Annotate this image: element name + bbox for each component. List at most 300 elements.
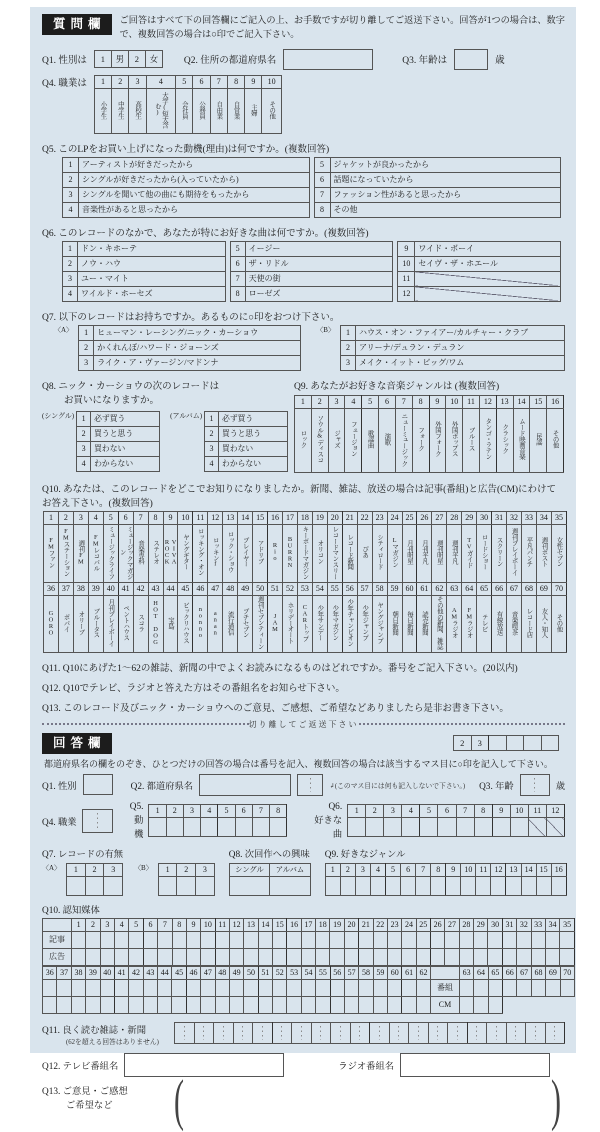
- answer-cell[interactable]: [143, 996, 157, 1013]
- answer-cell[interactable]: [545, 948, 559, 965]
- answer-q12-radio-label: ラジオ番組名: [338, 1061, 395, 1072]
- q7-record-cell: ライク・ア・ヴァージン/マドンナ: [94, 355, 301, 370]
- media-label-cell: Rio: [268, 524, 283, 582]
- answer-cell[interactable]: [301, 979, 315, 996]
- answer-cell[interactable]: [201, 818, 218, 837]
- answer-cell[interactable]: [218, 818, 235, 837]
- answer-cell[interactable]: [373, 948, 387, 965]
- media-number-cell: 37: [58, 582, 73, 595]
- answer-cell[interactable]: [344, 996, 358, 1013]
- media-number-cell: 5: [103, 511, 118, 524]
- answer-cell[interactable]: [474, 996, 488, 1013]
- answer-cell[interactable]: [229, 996, 243, 1013]
- q5-right-table: [314, 157, 562, 218]
- answer-q6-label: Q6. 好きな曲: [314, 801, 343, 840]
- answer-cell[interactable]: [459, 948, 473, 965]
- answer-cell[interactable]: [359, 996, 373, 1013]
- answer-cell[interactable]: [325, 876, 340, 895]
- answer-cell[interactable]: [172, 931, 186, 948]
- answer-media-number-cell: 63: [459, 966, 473, 979]
- answer-cell[interactable]: [272, 1022, 292, 1043]
- answer-cell[interactable]: [420, 818, 438, 837]
- answer-q12-radio-box[interactable]: [400, 1053, 550, 1077]
- answer-cell[interactable]: [301, 948, 315, 965]
- answer-cell[interactable]: [316, 948, 330, 965]
- answer-cell[interactable]: [273, 948, 287, 965]
- answer-cell[interactable]: [384, 818, 402, 837]
- answer-number-cell: 15: [536, 863, 551, 876]
- answer-cell[interactable]: [502, 931, 516, 948]
- answer-cell[interactable]: [186, 948, 200, 965]
- answer-cell[interactable]: [316, 931, 330, 948]
- answer-cell[interactable]: [430, 931, 444, 948]
- answer-cell[interactable]: [215, 948, 229, 965]
- q9-title: Q9. あなたがお好きな音楽ジャンルは (複数回答): [294, 381, 500, 392]
- answer-media-number-cell: 21: [359, 918, 373, 931]
- answer-cell[interactable]: [416, 931, 430, 948]
- answer-cell[interactable]: [292, 1022, 312, 1043]
- q5-option-cell: 話題になっていたから: [330, 172, 561, 187]
- answer-cell[interactable]: [355, 876, 370, 895]
- genre-label-cell: ブルース: [463, 408, 480, 472]
- q1-label: Q1. 性別は: [42, 56, 87, 67]
- answer-cell[interactable]: [172, 996, 186, 1013]
- answer-cell[interactable]: [72, 931, 86, 948]
- answer-cell[interactable]: [389, 1022, 409, 1043]
- answer-q3-box[interactable]: [520, 774, 550, 796]
- answer-cell[interactable]: [244, 948, 258, 965]
- answer-cell[interactable]: [545, 931, 559, 948]
- answer-cell[interactable]: [252, 818, 269, 837]
- answer-cell[interactable]: [201, 979, 215, 996]
- answer-cell[interactable]: [86, 996, 100, 1013]
- media-label-cell: 週刊明星: [432, 524, 447, 582]
- answer-cell[interactable]: [229, 931, 243, 948]
- media-number-cell: 13: [223, 511, 238, 524]
- answer-cell[interactable]: [72, 948, 86, 965]
- answer-cell[interactable]: [57, 996, 71, 1013]
- answer-cell[interactable]: [560, 948, 575, 965]
- media-label-cell: FMファン: [44, 524, 59, 582]
- answer-cell[interactable]: [149, 818, 166, 837]
- media-label-cell: アドリブ: [253, 524, 268, 582]
- answer-cell[interactable]: [229, 876, 270, 895]
- answer-cell[interactable]: [348, 818, 366, 837]
- answer-cell[interactable]: [474, 931, 488, 948]
- answer-cell[interactable]: [373, 996, 387, 1013]
- answer-q12-tv-box[interactable]: [124, 1053, 284, 1077]
- gender-option-cell: 男: [111, 51, 128, 68]
- answer-cell[interactable]: [430, 948, 444, 965]
- answer-cell[interactable]: [114, 979, 128, 996]
- answer-cell[interactable]: [229, 948, 243, 965]
- media-number-cell: 25: [402, 511, 417, 524]
- answer-q12-label: Q12. テレビ番組名: [42, 1061, 119, 1072]
- answer-cell[interactable]: [474, 818, 492, 837]
- answer-media-number-cell: 70: [560, 966, 575, 979]
- answer-cell[interactable]: [467, 1022, 487, 1043]
- answer-media-number-cell: 27: [445, 918, 459, 931]
- media-label-cell: 月刊プレイボーイ: [103, 595, 118, 652]
- answer-q1-box[interactable]: [83, 774, 113, 795]
- answer-cell[interactable]: [201, 996, 215, 1013]
- answer-cell[interactable]: [258, 996, 272, 1013]
- questionnaire-header: [42, 14, 565, 42]
- occupation-label-cell: 公務員: [193, 88, 210, 133]
- answer-cell[interactable]: [359, 948, 373, 965]
- answer-media-number-cell: 57: [344, 966, 358, 979]
- answer-cell[interactable]: [166, 818, 183, 837]
- q7-title: Q7. 以下のレコードはお持ちですか。あるものに○印をおつけ下さい。: [42, 312, 340, 323]
- answer-cell[interactable]: [506, 1022, 526, 1043]
- q6-number-cell: 11: [398, 271, 415, 286]
- q8-block: [42, 378, 294, 472]
- answer-cell[interactable]: [416, 996, 430, 1013]
- answer-cell[interactable]: [233, 1022, 253, 1043]
- answer-cell[interactable]: [491, 876, 506, 895]
- q5-tables: [62, 157, 565, 218]
- answer-cell[interactable]: [536, 876, 551, 895]
- answer-cell[interactable]: [448, 1022, 468, 1043]
- answer-cell[interactable]: [158, 931, 172, 948]
- answer-cell[interactable]: [86, 948, 100, 965]
- answer-q8-table: [229, 863, 311, 896]
- answer-cell[interactable]: [114, 996, 128, 1013]
- answer-cell[interactable]: [445, 948, 459, 965]
- answer-cell[interactable]: [100, 931, 114, 948]
- answer-cell[interactable]: [344, 931, 358, 948]
- answer-cell[interactable]: [71, 996, 85, 1013]
- answer-q2-box[interactable]: [199, 774, 291, 796]
- q5-option-cell: シングルを聞いて他の曲にも期待をもったから: [79, 187, 310, 202]
- q6-number-cell: 1: [63, 241, 78, 256]
- answer-cell[interactable]: [474, 979, 488, 996]
- answer-media-number-cell: 17: [301, 918, 315, 931]
- answer-cell[interactable]: [330, 948, 344, 965]
- answer-cell[interactable]: [100, 979, 114, 996]
- answer-cell[interactable]: [517, 948, 531, 965]
- answer-cell[interactable]: [273, 931, 287, 948]
- answer-cell[interactable]: [387, 931, 401, 948]
- answer-cell[interactable]: [344, 979, 358, 996]
- answer-cell[interactable]: [100, 948, 114, 965]
- answer-cell[interactable]: [287, 996, 301, 1013]
- q6-song-cell: ワイルド・ホーセズ: [78, 286, 226, 301]
- answer-cell[interactable]: [172, 979, 186, 996]
- answer-cell[interactable]: [273, 996, 287, 1013]
- q6-song-cell: [415, 286, 561, 301]
- media-label-cell: ビックリハウス: [178, 595, 193, 652]
- answer-cell[interactable]: [402, 948, 416, 965]
- answer-cell[interactable]: [158, 876, 177, 895]
- answer-cell[interactable]: [459, 996, 473, 1013]
- q8-number-cell: 3: [77, 441, 91, 456]
- answer-cell[interactable]: [402, 931, 416, 948]
- q8-album-label: (アルバム): [170, 411, 203, 420]
- media-label-cell: ポパイ: [58, 595, 73, 652]
- answer-cell[interactable]: [438, 818, 456, 837]
- answer-cell[interactable]: [229, 979, 243, 996]
- answer-cell[interactable]: [370, 1022, 390, 1043]
- answer-cell[interactable]: [301, 996, 315, 1013]
- answer-cell[interactable]: [104, 876, 123, 895]
- answer-cell[interactable]: [401, 876, 416, 895]
- answer-cell[interactable]: [258, 931, 272, 948]
- answer-cell[interactable]: [402, 979, 416, 996]
- answer-media-number-cell: 1: [72, 918, 86, 931]
- media-label-cell: オリーブ: [73, 595, 88, 652]
- answer-cell[interactable]: [129, 948, 143, 965]
- answer-cell[interactable]: [488, 979, 502, 996]
- media-label-cell: ロッキング・オン: [193, 524, 208, 582]
- answer-cell[interactable]: [158, 996, 172, 1013]
- answer-cell[interactable]: [287, 931, 301, 948]
- answer-cell[interactable]: [416, 948, 430, 965]
- genre-label-cell: ジャズ: [328, 408, 345, 472]
- answer-q10-bottom-table: [42, 966, 575, 1014]
- genre-number-cell: 4: [345, 395, 362, 408]
- answer-cell[interactable]: [258, 948, 272, 965]
- answer-cell[interactable]: [546, 818, 564, 837]
- answer-cell[interactable]: [316, 996, 330, 1013]
- answer-cell[interactable]: [366, 818, 384, 837]
- media-number-cell: 63: [447, 582, 462, 595]
- media-number-cell: 24: [387, 511, 402, 524]
- media-label-cell: 週刊ポスト: [536, 524, 551, 582]
- media-number-cell: 34: [536, 511, 551, 524]
- answer-cell[interactable]: [531, 931, 545, 948]
- media-label-cell: スクリーン: [492, 524, 507, 582]
- answer-media-number-cell: 42: [129, 966, 143, 979]
- q8-option-cell: 必ず買う: [91, 411, 160, 426]
- answer-cell[interactable]: [158, 979, 172, 996]
- answer-cell[interactable]: [474, 948, 488, 965]
- media-label-cell: 月刊明星: [402, 524, 417, 582]
- answer-cell[interactable]: [510, 818, 528, 837]
- answer-cell[interactable]: [330, 996, 344, 1013]
- answer-cell[interactable]: [85, 876, 104, 895]
- answer-cell[interactable]: [488, 996, 502, 1013]
- answer-cell[interactable]: [177, 876, 196, 895]
- answer-media-number-cell: 37: [57, 966, 71, 979]
- answer-cell[interactable]: [487, 1022, 507, 1043]
- answer-cell[interactable]: [196, 876, 215, 895]
- answer-number-cell: 16: [551, 863, 566, 876]
- answer-cell[interactable]: [385, 876, 400, 895]
- q6-number-cell: 7: [230, 271, 245, 286]
- media-label-cell: プチセブン: [238, 595, 253, 652]
- answer-cell[interactable]: [344, 948, 358, 965]
- answer-cell[interactable]: [194, 1022, 214, 1043]
- answer-q7-a-table: [66, 863, 123, 896]
- answer-cell[interactable]: [373, 979, 387, 996]
- answer-media-number-cell: 64: [474, 966, 488, 979]
- q5-option-cell: 音楽性があると思ったから: [79, 202, 310, 217]
- q2-label: Q2. 住所の都道府県名: [183, 56, 277, 67]
- answer-cell[interactable]: [402, 818, 420, 837]
- answer-cell[interactable]: [388, 979, 402, 996]
- answer-cell[interactable]: [158, 948, 172, 965]
- answer-cell[interactable]: [331, 1022, 351, 1043]
- answer-cell[interactable]: [545, 1022, 565, 1043]
- answer-cell[interactable]: [560, 931, 575, 948]
- answer-cell[interactable]: [416, 876, 431, 895]
- answer-cell[interactable]: [551, 876, 566, 895]
- answer-cell[interactable]: [172, 948, 186, 965]
- answer-cell[interactable]: [350, 1022, 370, 1043]
- answer-cell[interactable]: [340, 876, 355, 895]
- answer-cell[interactable]: [388, 996, 402, 1013]
- answer-cell[interactable]: [301, 931, 315, 948]
- answer-media-number-cell: 60: [388, 966, 402, 979]
- answer-cell[interactable]: [431, 876, 446, 895]
- answer-cell[interactable]: [316, 979, 330, 996]
- answer-cell[interactable]: [330, 979, 344, 996]
- answer-cell[interactable]: [273, 979, 287, 996]
- answer-cell[interactable]: [387, 948, 401, 965]
- answer-cell[interactable]: [67, 876, 86, 895]
- answer-cell[interactable]: [270, 818, 287, 837]
- genre-number-cell: 2: [311, 395, 328, 408]
- genre-number-cell: 6: [379, 395, 396, 408]
- genre-label-cell: 外国ポップス: [446, 408, 463, 472]
- answer-q2-code-box[interactable]: [297, 774, 323, 796]
- answer-cell[interactable]: [215, 979, 229, 996]
- answer-cell[interactable]: [270, 876, 311, 895]
- answer-cell[interactable]: [43, 996, 57, 1013]
- media-label-cell: ステレオ: [148, 524, 163, 582]
- answer-cell[interactable]: [215, 996, 229, 1013]
- media-number-cell: 51: [268, 582, 283, 595]
- answer-cell[interactable]: [560, 979, 575, 996]
- answer-cell[interactable]: [359, 931, 373, 948]
- answer-cell[interactable]: [43, 979, 57, 996]
- answer-cell[interactable]: [502, 948, 516, 965]
- answer-cell[interactable]: [409, 1022, 429, 1043]
- answer-cell[interactable]: [186, 996, 200, 1013]
- answer-media-number-cell: 32: [517, 918, 531, 931]
- answer-cell[interactable]: [253, 1022, 273, 1043]
- answer-cell[interactable]: [143, 931, 157, 948]
- answer-cell[interactable]: [528, 818, 546, 837]
- answer-cell[interactable]: [446, 876, 461, 895]
- answer-cell[interactable]: [244, 996, 258, 1013]
- answer-media-number-cell: 5: [129, 918, 143, 931]
- answer-cell[interactable]: [201, 931, 215, 948]
- answer-cell[interactable]: [129, 931, 143, 948]
- answer-cell[interactable]: [129, 996, 143, 1013]
- answer-media-number-cell: 33: [531, 918, 545, 931]
- answer-cell[interactable]: [526, 1022, 546, 1043]
- answer-media-number-cell: 53: [287, 966, 301, 979]
- answer-cell[interactable]: [143, 948, 157, 965]
- cut-line: [42, 719, 565, 730]
- answer-cell[interactable]: [373, 931, 387, 948]
- answer-cell[interactable]: [521, 876, 536, 895]
- answer-cell[interactable]: [129, 979, 143, 996]
- answer-number-cell: 7: [416, 863, 431, 876]
- answer-q13-row: [42, 1069, 565, 1132]
- media-label-cell: レコード店: [522, 595, 537, 652]
- answer-cell[interactable]: [492, 818, 510, 837]
- answer-cell[interactable]: [244, 979, 258, 996]
- answer-cell[interactable]: [503, 979, 517, 996]
- answer-cell[interactable]: [531, 979, 545, 996]
- answer-cell[interactable]: [215, 931, 229, 948]
- answer-cell[interactable]: [476, 876, 491, 895]
- answer-cell[interactable]: [186, 931, 200, 948]
- answer-cell[interactable]: [287, 979, 301, 996]
- answer-number-cell: 11: [476, 863, 491, 876]
- answer-cell[interactable]: [531, 948, 545, 965]
- answer-cell[interactable]: [488, 948, 502, 965]
- answer-cell[interactable]: [459, 931, 473, 948]
- answer-media-number-cell: 2: [86, 918, 100, 931]
- answer-media-number-cell: 8: [172, 918, 186, 931]
- answer-media-number-cell: 34: [545, 918, 559, 931]
- answer-cell[interactable]: [456, 818, 474, 837]
- answer-number-cell: 3: [104, 863, 123, 876]
- answer-cell[interactable]: [175, 1022, 195, 1043]
- answer-cell[interactable]: [244, 931, 258, 948]
- answer-cell[interactable]: [143, 979, 157, 996]
- answer-cell[interactable]: [100, 996, 114, 1013]
- answer-cell[interactable]: [517, 979, 531, 996]
- answer-cell[interactable]: [461, 876, 476, 895]
- answer-q4-q6-row: [42, 802, 565, 840]
- media-number-cell: 49: [238, 582, 253, 595]
- answer-cell[interactable]: [287, 948, 301, 965]
- answer-media-number-cell: 41: [114, 966, 128, 979]
- q2-prefecture-box[interactable]: [283, 49, 373, 70]
- answer-cell[interactable]: [71, 979, 85, 996]
- answer-cell[interactable]: [445, 931, 459, 948]
- answer-cell[interactable]: [402, 996, 416, 1013]
- answer-q4-box[interactable]: [82, 809, 113, 833]
- answer-cell[interactable]: [186, 979, 200, 996]
- answer-cell[interactable]: [428, 1022, 448, 1043]
- answer-cell[interactable]: [201, 948, 215, 965]
- answer-cell[interactable]: [115, 931, 129, 948]
- answer-cell[interactable]: [459, 979, 473, 996]
- q3-unit: 歳: [495, 56, 505, 67]
- answer-number-cell: 5: [218, 805, 235, 818]
- answer-q8-col-header: シングル: [229, 863, 270, 876]
- answer-cell[interactable]: [235, 818, 252, 837]
- answer-cell[interactable]: [359, 979, 373, 996]
- answer-media-number-cell: 45: [172, 966, 186, 979]
- answer-cell[interactable]: [57, 979, 71, 996]
- answer-cell[interactable]: [86, 931, 100, 948]
- answer-cell[interactable]: [115, 948, 129, 965]
- answer-cell[interactable]: [214, 1022, 234, 1043]
- answer-q13-writein[interactable]: [170, 1069, 565, 1132]
- answer-cell[interactable]: [330, 931, 344, 948]
- answer-cell[interactable]: [86, 979, 100, 996]
- answer-cell[interactable]: [183, 818, 200, 837]
- answer-cell[interactable]: [416, 979, 430, 996]
- gender-option-cell: 2: [128, 51, 145, 68]
- genre-label-cell: ムード映画音楽: [513, 408, 530, 472]
- answer-cell[interactable]: [517, 931, 531, 948]
- answer-cell[interactable]: [258, 979, 272, 996]
- answer-cell[interactable]: [488, 931, 502, 948]
- answer-cell[interactable]: [370, 876, 385, 895]
- answer-cell[interactable]: [546, 979, 560, 996]
- answer-cell[interactable]: [311, 1022, 331, 1043]
- answer-cell[interactable]: [506, 876, 521, 895]
- q3-age-box[interactable]: [454, 49, 488, 70]
